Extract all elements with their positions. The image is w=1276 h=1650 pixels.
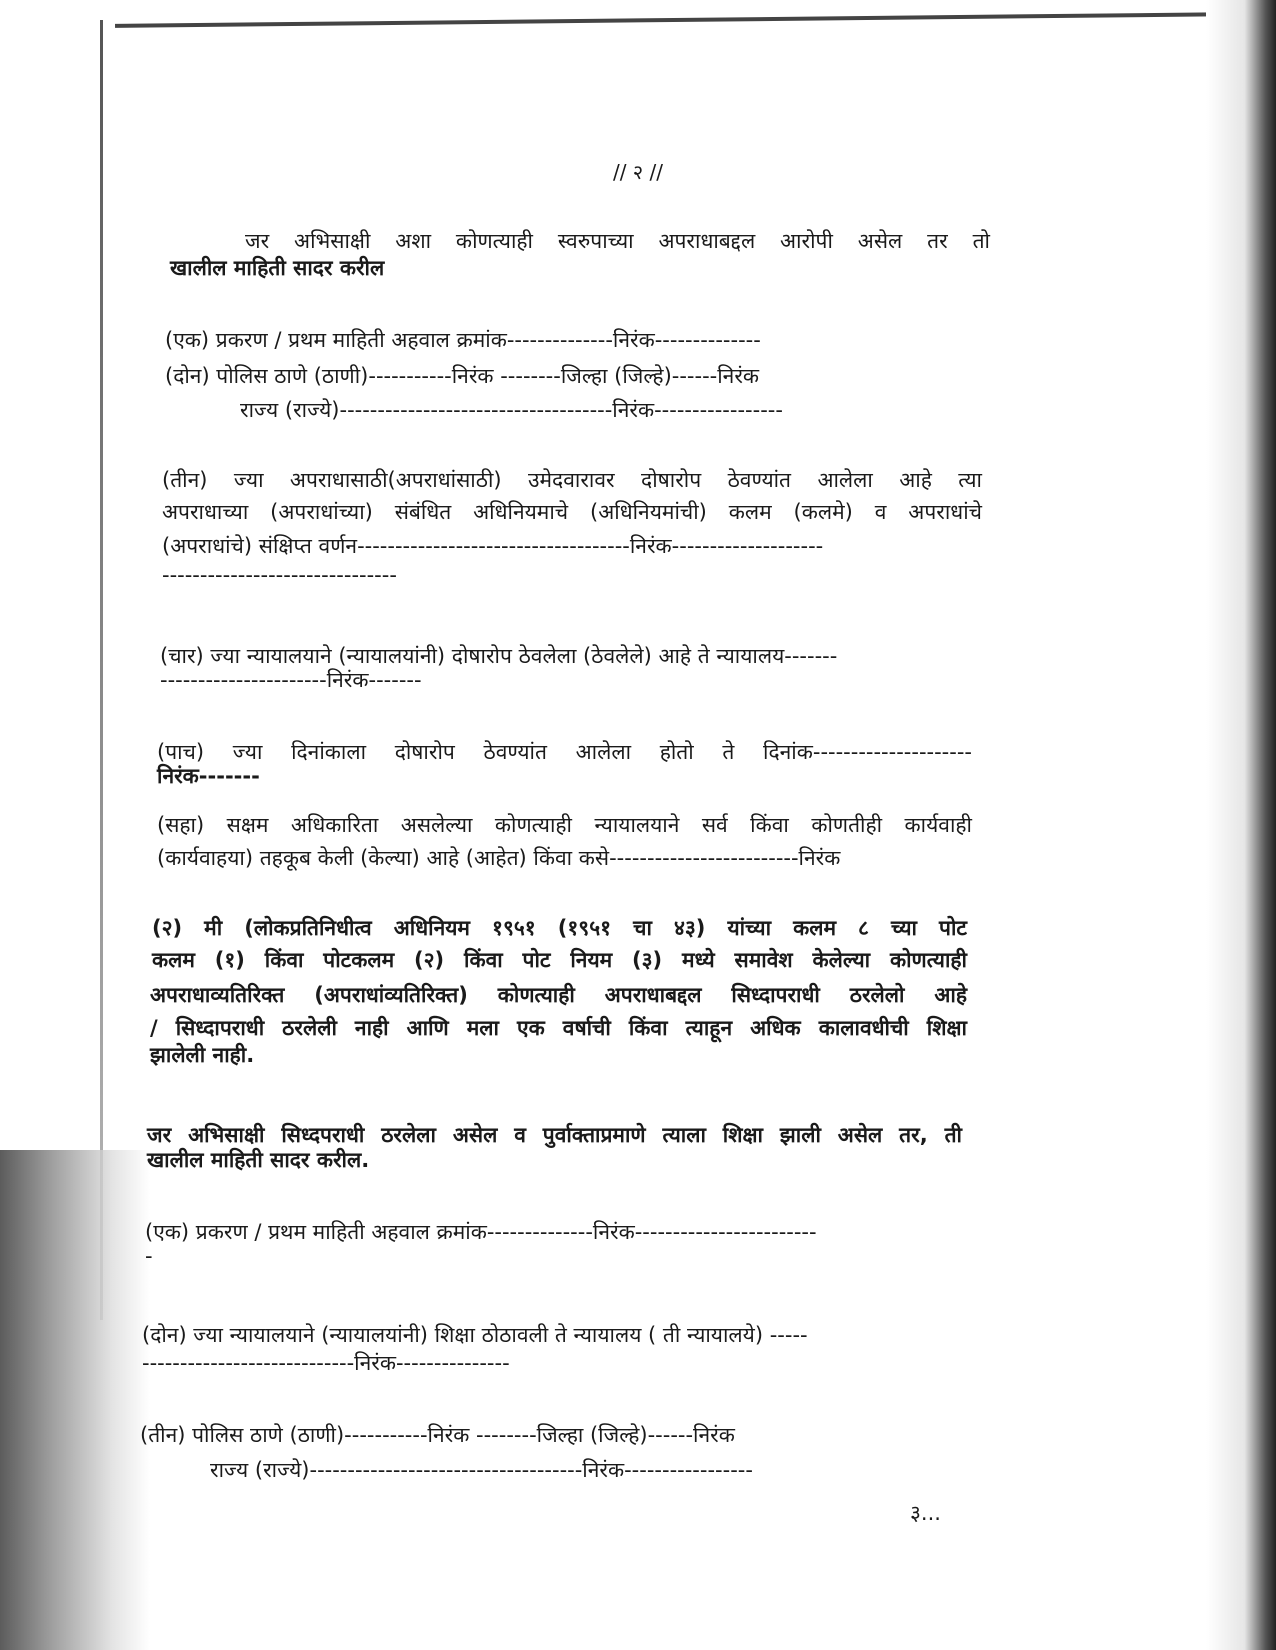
para2-line-5: झालेली नाही. [150,1043,255,1067]
item2-ek-case-number: (एक) प्रकरण / प्रथम माहिती अहवाल क्रमांक--------------निरंक------------------------ [145,1220,817,1244]
intro-line-2: खालील माहिती सादर करील [170,256,385,280]
para2-line-1: (२) मी (लोकप्रतिनिधीत्व अधिनियम १९५१ (१९५१ चा ४३) यांच्या कलम ८ च्या पोट [152,916,967,940]
page-continuation-footer: ३... [910,1501,941,1525]
page-number-header: // २ // [612,160,664,184]
para3-line-1: जर अभिसाक्षी सिध्दपराधी ठरलेला असेल व पुर्वाक्ताप्रमाणे त्याला शिक्षा झाली असेल तर, ती [147,1123,962,1147]
intro-line-1: जर अभिसाक्षी अशा कोणत्याही स्वरुपाच्या अपराधाबद्दल आरोपी असेल तर तो [245,229,990,253]
para3-line-2: खालील माहिती सादर करील. [147,1148,370,1172]
item2-don-line-2: ----------------------------निरंक--------------- [142,1351,510,1375]
para2-line-4: / सिध्दापराधी ठरलेली नाही आणि मला एक वर्षाची किंवा त्याहून अधिक कालावधीची शिक्षा [150,1016,967,1040]
item-saha-line-1: (सहा) सक्षम अधिकारिता असलेल्या कोणत्याही न्यायालयाने सर्व किंवा कोणतीही कार्यवाही [157,813,972,837]
item-don-state: राज्य (राज्ये)------------------------------------निरंक----------------- [240,398,783,422]
item-saha-line-2: (कार्यवाहया) तहकूब केली (केल्या) आहे (आहेत) किंवा कसे-------------------------निरंक [157,846,841,870]
item-ek-case-number: (एक) प्रकरण / प्रथम माहिती अहवाल क्रमांक--------------निरंक-------------- [165,328,761,352]
scan-shadow-left [0,1150,150,1650]
item-teen-line-2: अपराधाच्या (अपराधांच्या) संबंधित अधिनियमाचे (अधिनियमांची) कलम (कलमे) व अपराधांचे [162,500,982,524]
para2-line-3: अपराधाव्यतिरिक्त (अपराधांव्यतिरिक्त) कोणत्याही अपराधाबद्दल सिध्दापराधी ठरलेलो आहे [150,983,967,1007]
item2-teen-state: राज्य (राज्ये)------------------------------------निरंक----------------- [210,1458,753,1482]
item-char-line-1: (चार) ज्या न्यायालयाने (न्यायालयांनी) दोषारोप ठेवलेला (ठेवलेले) आहे ते न्यायालय------- [160,644,838,668]
item-pach-line-2: निरंक------- [157,764,260,788]
para2-line-2: कलम (१) किंवा पोटकलम (२) किंवा पोट नियम (३) मध्ये समावेश केलेल्या कोणत्याही [152,948,967,972]
scan-border-left [100,20,103,1320]
item-pach-line-1: (पाच) ज्या दिनांकाला दोषारोप ठेवण्यांत आलेला होतो ते दिनांक--------------------- [157,740,972,764]
item-teen-line-3: (अपराधांचे) संक्षिप्त वर्णन------------------------------------निरंक-------------------- [162,534,824,558]
item2-don-line-1: (दोन) ज्या न्यायालयाने (न्यायालयांनी) शिक्षा ठोठावली ते न्यायालय ( ती न्यायालये) ----- [142,1323,808,1347]
item-don-police-station: (दोन) पोलिस ठाणे (ठाणी)-----------निरंक --------जिल्हा (जिल्हे)------निरंक [165,364,760,388]
item-teen-line-4: ------------------------------- [162,563,397,587]
scan-shadow-right [1206,0,1276,1650]
scan-border-top [115,12,1235,28]
item-teen-line-1: (तीन) ज्या अपराधासाठी(अपराधांसाठी) उमेदवारावर दोषारोप ठेवण्यांत आलेला आहे त्या [162,468,982,492]
item2-ek-continuation: - [145,1244,153,1268]
item2-teen-police-station: (तीन) पोलिस ठाणे (ठाणी)-----------निरंक --------जिल्हा (जिल्हे)------निरंक [140,1423,735,1447]
item-char-line-2: ----------------------निरंक------- [160,668,422,692]
